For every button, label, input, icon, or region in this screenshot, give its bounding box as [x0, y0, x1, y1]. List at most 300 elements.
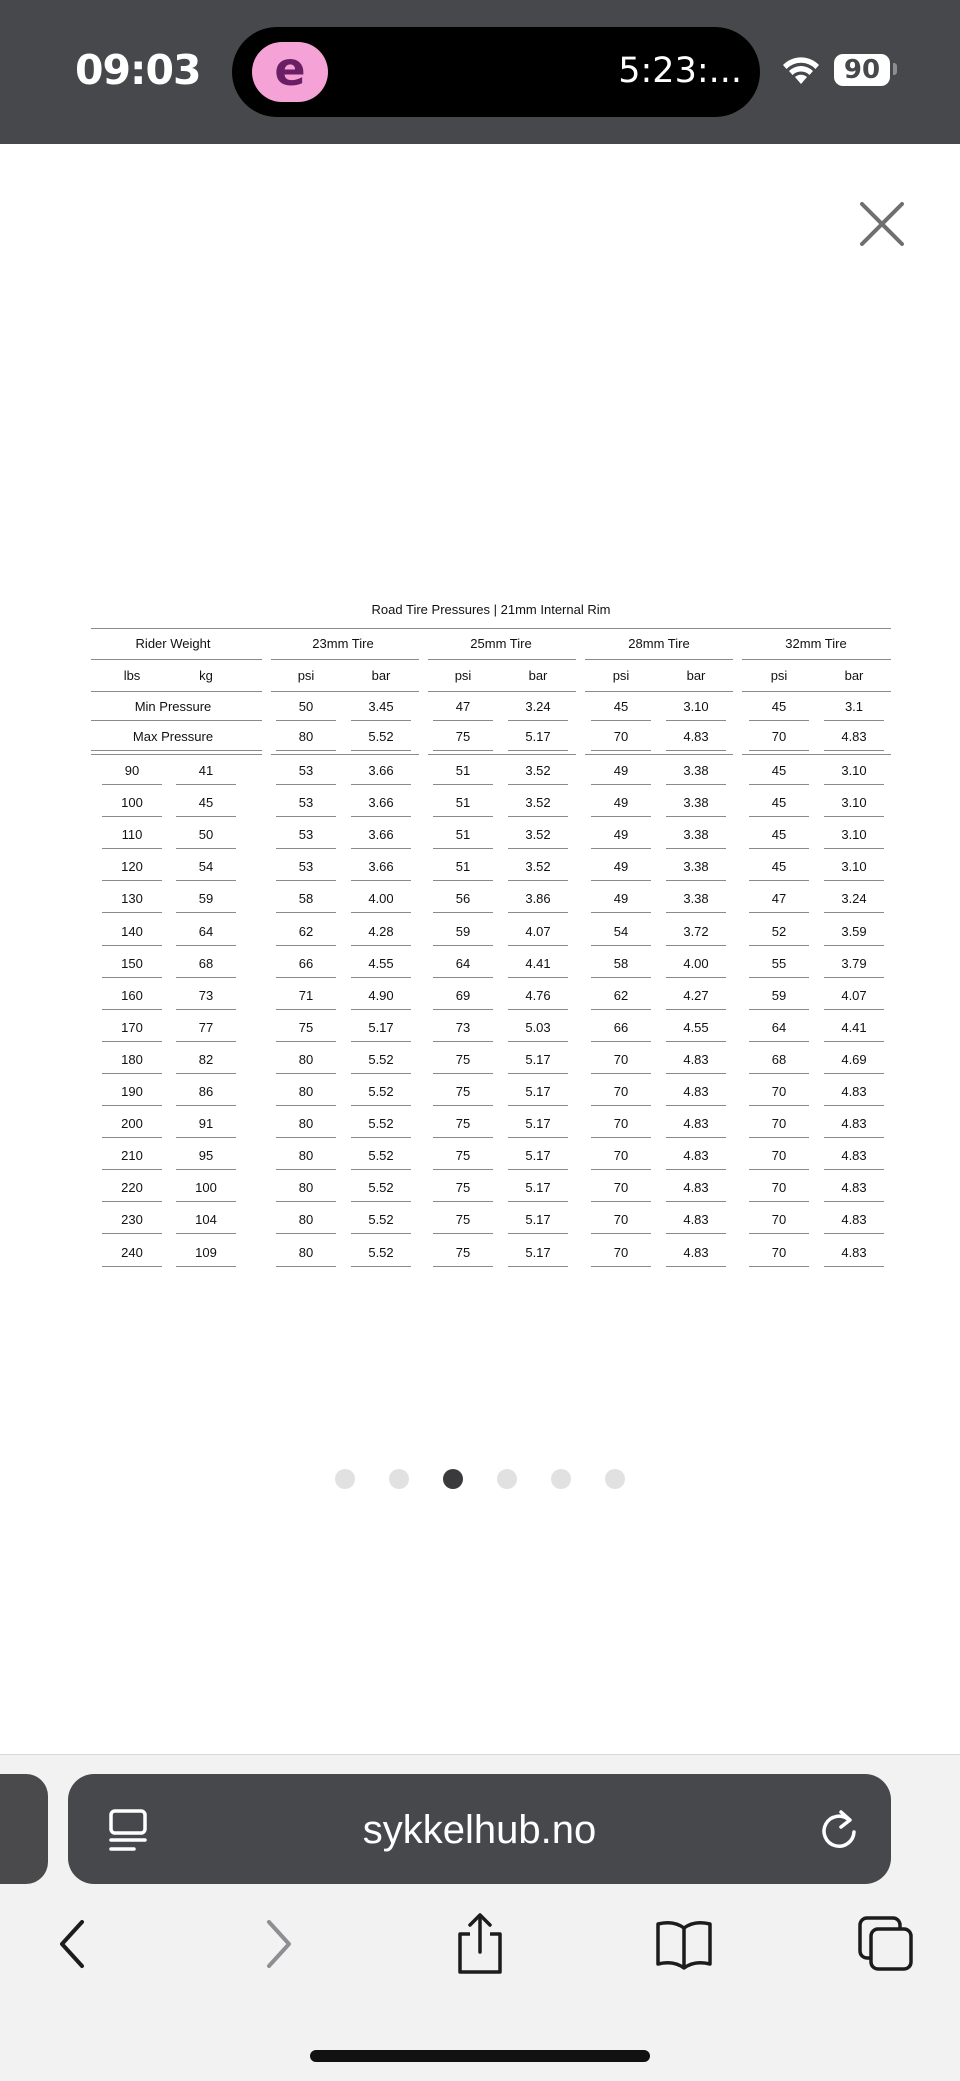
table-rule: [176, 1266, 236, 1267]
book-icon: [654, 1918, 714, 1970]
table-rule: [351, 816, 411, 817]
table-rule: [102, 945, 162, 946]
table-cell: 4.07: [525, 923, 551, 939]
table-rule: [749, 1105, 809, 1106]
table-cell: 4.07: [841, 987, 867, 1003]
table-rule: [749, 720, 809, 721]
table-rule: [824, 750, 884, 751]
table-rule: [749, 848, 809, 849]
table-rule: [591, 1266, 651, 1267]
table-cell: 66: [298, 955, 314, 971]
bookmarks-button[interactable]: [652, 1912, 716, 1976]
table-cell: 77: [198, 1019, 214, 1035]
table-rule: [591, 1169, 651, 1170]
table-cell: 82: [198, 1051, 214, 1067]
table-rule: [102, 912, 162, 913]
table-cell: 4.83: [683, 1051, 709, 1067]
table-cell: 41: [198, 763, 214, 778]
table-cell: 70: [771, 1212, 787, 1228]
table-rule: [433, 912, 493, 913]
table-rule: [508, 1233, 568, 1234]
table-cell: 71: [298, 987, 314, 1003]
page-dot[interactable]: [443, 1469, 463, 1489]
table-cell: 50: [198, 827, 214, 843]
table-rule: [276, 750, 336, 751]
table-cell: 51: [455, 763, 471, 778]
table-cell: 70: [613, 1244, 629, 1260]
table-rule: [666, 880, 726, 881]
table-cell: 73: [455, 1019, 471, 1035]
table-rule: [508, 816, 568, 817]
home-indicator[interactable]: [310, 2050, 650, 2062]
table-cell: 68: [198, 955, 214, 971]
table-rule: [824, 784, 884, 785]
table-rule: [433, 784, 493, 785]
table-cell: 3.86: [525, 891, 551, 907]
table-rule: [176, 784, 236, 785]
table-cell: 3.10: [841, 827, 867, 843]
table-cell: 3.38: [683, 795, 709, 811]
table-cell: 75: [455, 1212, 471, 1228]
table-cell: 5.17: [368, 1019, 394, 1035]
previous-tab-peek[interactable]: [0, 1774, 48, 1884]
table-cell: 5.52: [368, 1084, 394, 1099]
table-rule: [91, 754, 262, 755]
table-rule: [749, 1073, 809, 1074]
summary-cell: 45: [771, 699, 787, 714]
table-rule: [508, 1073, 568, 1074]
table-cell: 3.52: [525, 763, 551, 778]
summary-cell: 3.45: [368, 699, 394, 714]
table-cell: 170: [121, 1019, 143, 1035]
table-rule: [433, 880, 493, 881]
table-cell: 210: [121, 1148, 143, 1164]
table-cell: 3.10: [841, 795, 867, 811]
table-cell: 80: [298, 1051, 314, 1067]
table-rule: [749, 784, 809, 785]
table-rule: [824, 1266, 884, 1267]
close-button[interactable]: [856, 198, 908, 250]
table-rule: [176, 1073, 236, 1074]
table-rule: [824, 977, 884, 978]
table-rule: [591, 816, 651, 817]
share-button[interactable]: [448, 1912, 512, 1976]
table-rule: [176, 1169, 236, 1170]
table-rule: [824, 720, 884, 721]
table-cell: 58: [298, 891, 314, 907]
table-rule: [742, 754, 891, 755]
table-rule: [585, 754, 733, 755]
table-rule: [428, 659, 576, 660]
table-cell: 240: [121, 1244, 143, 1260]
table-rule: [433, 1201, 493, 1202]
summary-cell: 3.1: [844, 699, 864, 714]
table-cell: 45: [771, 795, 787, 811]
tabs-button[interactable]: [854, 1912, 918, 1976]
table-rule: [428, 691, 576, 692]
table-rule: [591, 1137, 651, 1138]
battery-level: 90: [834, 54, 890, 86]
back-button[interactable]: [40, 1912, 104, 1976]
table-cell: 70: [613, 1084, 629, 1099]
table-rule: [666, 1169, 726, 1170]
table-rule: [508, 1041, 568, 1042]
table-rule: [91, 720, 262, 721]
table-rule: [351, 880, 411, 881]
table-cell: 70: [771, 1244, 787, 1260]
tire-pressure-table: [91, 596, 891, 1260]
table-cell: 70: [613, 1051, 629, 1067]
table-cell: 64: [771, 1019, 787, 1035]
table-cell: 75: [455, 1148, 471, 1164]
table-cell: 80: [298, 1212, 314, 1228]
table-rule: [102, 977, 162, 978]
unit-header: psi: [454, 668, 472, 683]
table-cell: 5.17: [525, 1116, 551, 1132]
table-rule: [176, 977, 236, 978]
table-rule: [824, 1233, 884, 1234]
table-rule: [749, 880, 809, 881]
table-cell: 62: [613, 987, 629, 1003]
table-cell: 70: [613, 1212, 629, 1228]
unit-header: kg: [199, 668, 213, 683]
table-cell: 3.52: [525, 859, 551, 875]
table-cell: 49: [613, 763, 629, 778]
summary-cell: 4.83: [841, 729, 867, 744]
table-cell: 49: [613, 859, 629, 875]
table-rule: [666, 1073, 726, 1074]
table-cell: 58: [613, 955, 629, 971]
table-rule: [433, 1073, 493, 1074]
table-rule: [666, 816, 726, 817]
table-rule: [271, 754, 419, 755]
table-cell: 70: [613, 1148, 629, 1164]
table-cell: 3.38: [683, 859, 709, 875]
table-rule: [508, 784, 568, 785]
table-cell: 4.83: [841, 1116, 867, 1132]
table-cell: 53: [298, 795, 314, 811]
group-header: Rider Weight: [135, 636, 211, 651]
table-rule: [591, 1041, 651, 1042]
table-rule: [666, 912, 726, 913]
table-rule: [749, 1041, 809, 1042]
table-rule: [749, 1169, 809, 1170]
table-rule: [276, 1105, 336, 1106]
table-rule: [276, 1169, 336, 1170]
table-rule: [742, 691, 891, 692]
table-rule: [351, 1105, 411, 1106]
table-rule: [276, 945, 336, 946]
table-cell: 52: [771, 923, 787, 939]
unit-header: bar: [528, 668, 548, 683]
table-rule: [433, 1266, 493, 1267]
table-cell: 5.52: [368, 1180, 394, 1196]
table-cell: 104: [195, 1212, 217, 1228]
table-rule: [276, 816, 336, 817]
table-cell: 109: [195, 1244, 217, 1260]
dynamic-island[interactable]: [232, 27, 760, 117]
table-rule: [176, 945, 236, 946]
table-rule: [433, 848, 493, 849]
summary-cell: 70: [613, 729, 629, 744]
table-rule: [591, 1009, 651, 1010]
table-rule: [666, 1041, 726, 1042]
table-rule: [91, 659, 262, 660]
table-cell: 4.28: [368, 923, 394, 939]
table-rule: [276, 1266, 336, 1267]
forward-button[interactable]: [247, 1912, 311, 1976]
table-cell: 70: [771, 1116, 787, 1132]
table-cell: 49: [613, 891, 629, 907]
table-cell: 100: [121, 795, 143, 811]
table-rule: [508, 912, 568, 913]
table-rule: [176, 816, 236, 817]
table-rule: [276, 1041, 336, 1042]
table-cell: 75: [455, 1051, 471, 1067]
table-rule: [351, 784, 411, 785]
table-cell: 4.27: [683, 987, 709, 1003]
table-cell: 51: [455, 795, 471, 811]
table-rule: [433, 945, 493, 946]
table-rule: [433, 1009, 493, 1010]
table-rule: [102, 1169, 162, 1170]
table-rule: [433, 1233, 493, 1234]
table-cell: 190: [121, 1084, 143, 1099]
table-rule: [824, 1201, 884, 1202]
page-dot[interactable]: [497, 1469, 517, 1489]
table-cell: 5.17: [525, 1051, 551, 1067]
table-rule: [433, 816, 493, 817]
table-rule: [666, 750, 726, 751]
page-dot[interactable]: [389, 1469, 409, 1489]
table-rule: [824, 1105, 884, 1106]
table-cell: 4.83: [841, 1180, 867, 1196]
table-cell: 53: [298, 827, 314, 843]
table-cell: 80: [298, 1084, 314, 1099]
table-rule: [749, 912, 809, 913]
table-cell: 4.83: [683, 1244, 709, 1260]
table-rule: [91, 691, 262, 692]
table-rule: [91, 628, 891, 629]
table-rule: [276, 1137, 336, 1138]
table-rule: [428, 754, 576, 755]
table-cell: 5.52: [368, 1148, 394, 1164]
table-rule: [666, 977, 726, 978]
table-rule: [276, 1073, 336, 1074]
table-rule: [351, 1201, 411, 1202]
activity-timer: 5:23:...: [618, 51, 742, 91]
table-rule: [508, 750, 568, 751]
unit-header: bar: [371, 668, 391, 683]
table-rule: [351, 945, 411, 946]
table-rule: [102, 784, 162, 785]
status-time: 09:03: [75, 46, 201, 94]
reload-icon[interactable]: [819, 1806, 859, 1850]
table-cell: 4.83: [683, 1212, 709, 1228]
table-rule: [824, 1073, 884, 1074]
table-cell: 110: [121, 827, 143, 843]
table-cell: 200: [121, 1116, 143, 1132]
table-cell: 75: [455, 1084, 471, 1099]
summary-cell: 45: [613, 699, 629, 714]
table-cell: 4.83: [683, 1180, 709, 1196]
summary-cell: 70: [771, 729, 787, 744]
unit-header: psi: [612, 668, 630, 683]
table-rule: [666, 1201, 726, 1202]
wifi-icon: [780, 54, 822, 86]
table-rule: [351, 1073, 411, 1074]
table-rule: [433, 1105, 493, 1106]
table-title: Road Tire Pressures | 21mm Internal Rim: [371, 602, 611, 617]
table-rule: [102, 1009, 162, 1010]
unit-header: psi: [297, 668, 315, 683]
table-rule: [351, 1041, 411, 1042]
table-cell: 4.90: [368, 987, 394, 1003]
table-rule: [102, 1233, 162, 1234]
table-rule: [433, 1137, 493, 1138]
table-rule: [585, 691, 733, 692]
summary-cell: 4.83: [683, 729, 709, 744]
unit-header: lbs: [123, 668, 141, 683]
table-cell: 54: [198, 859, 214, 875]
table-rule: [176, 880, 236, 881]
table-rule: [591, 945, 651, 946]
table-cell: 56: [455, 891, 471, 907]
page-dot[interactable]: [605, 1469, 625, 1489]
table-cell: 3.38: [683, 827, 709, 843]
table-cell: 4.00: [683, 955, 709, 971]
table-cell: 45: [771, 827, 787, 843]
table-cell: 5.17: [525, 1244, 551, 1260]
table-rule: [91, 750, 262, 751]
unit-header: bar: [844, 668, 864, 683]
table-cell: 4.83: [841, 1148, 867, 1164]
table-rule: [102, 1266, 162, 1267]
table-rule: [276, 912, 336, 913]
summary-cell: 80: [298, 729, 314, 744]
table-rule: [351, 1009, 411, 1010]
summary-cell: 75: [455, 729, 471, 744]
page-indicator: [335, 1469, 625, 1491]
table-rule: [351, 1137, 411, 1138]
url-text: sykkelhub.no: [362, 1808, 597, 1852]
table-cell: 3.66: [368, 827, 394, 843]
table-cell: 4.83: [683, 1148, 709, 1164]
table-rule: [666, 784, 726, 785]
table-cell: 47: [771, 891, 787, 907]
group-header: 28mm Tire: [628, 636, 690, 651]
table-rule: [749, 1201, 809, 1202]
table-rule: [176, 1041, 236, 1042]
app-letter: e: [274, 42, 306, 96]
table-rule: [591, 880, 651, 881]
table-rule: [276, 784, 336, 785]
table-rule: [176, 1233, 236, 1234]
table-cell: 75: [298, 1019, 314, 1035]
table-cell: 5.52: [368, 1116, 394, 1132]
table-rule: [666, 1137, 726, 1138]
address-bar[interactable]: [68, 1774, 891, 1884]
table-rule: [102, 1105, 162, 1106]
table-rule: [591, 848, 651, 849]
table-cell: 3.24: [841, 891, 867, 907]
table-cell: 3.79: [841, 955, 867, 971]
summary-cell: 3.10: [683, 699, 709, 714]
table-cell: 3.10: [841, 763, 867, 778]
table-rule: [102, 880, 162, 881]
table-rule: [824, 945, 884, 946]
table-cell: 5.17: [525, 1148, 551, 1164]
table-cell: 45: [771, 859, 787, 875]
table-cell: 53: [298, 859, 314, 875]
page-dot[interactable]: [335, 1469, 355, 1489]
table-cell: 100: [195, 1180, 217, 1196]
table-rule: [351, 1266, 411, 1267]
table-cell: 3.66: [368, 795, 394, 811]
table-rule: [749, 1233, 809, 1234]
table-rule: [276, 1201, 336, 1202]
page-dot[interactable]: [551, 1469, 571, 1489]
summary-cell: 3.24: [525, 699, 551, 714]
table-cell: 120: [121, 859, 143, 875]
table-rule: [508, 977, 568, 978]
table-cell: 80: [298, 1148, 314, 1164]
table-rule: [176, 1201, 236, 1202]
table-cell: 66: [613, 1019, 629, 1035]
table-cell: 70: [613, 1116, 629, 1132]
summary-cell: 5.52: [368, 729, 394, 744]
table-cell: 3.66: [368, 859, 394, 875]
summary-cell: 47: [455, 699, 471, 714]
table-cell: 5.17: [525, 1180, 551, 1196]
table-rule: [276, 848, 336, 849]
table-cell: 80: [298, 1244, 314, 1260]
table-cell: 51: [455, 827, 471, 843]
table-rule: [176, 912, 236, 913]
table-rule: [351, 977, 411, 978]
table-rule: [508, 880, 568, 881]
table-rule: [666, 1233, 726, 1234]
table-cell: 70: [613, 1180, 629, 1196]
table-cell: 69: [455, 987, 471, 1003]
table-cell: 51: [455, 859, 471, 875]
table-cell: 130: [121, 891, 143, 907]
table-rule: [508, 1137, 568, 1138]
table-rule: [351, 848, 411, 849]
table-cell: 4.83: [841, 1212, 867, 1228]
table-rule: [433, 1169, 493, 1170]
table-cell: 73: [198, 987, 214, 1003]
table-cell: 3.66: [368, 763, 394, 778]
table-cell: 64: [198, 923, 214, 939]
table-cell: 75: [455, 1244, 471, 1260]
table-cell: 4.41: [841, 1019, 867, 1035]
table-cell: 5.52: [368, 1212, 394, 1228]
table-cell: 3.59: [841, 923, 867, 939]
table-rule: [591, 720, 651, 721]
table-rule: [666, 1266, 726, 1267]
table-cell: 4.55: [368, 955, 394, 971]
table-cell: 230: [121, 1212, 143, 1228]
table-cell: 45: [198, 795, 214, 811]
table-rule: [433, 750, 493, 751]
table-cell: 68: [771, 1051, 787, 1067]
table-rule: [591, 1105, 651, 1106]
table-rule: [749, 750, 809, 751]
table-cell: 3.38: [683, 891, 709, 907]
table-cell: 91: [198, 1116, 214, 1132]
table-cell: 70: [771, 1180, 787, 1196]
